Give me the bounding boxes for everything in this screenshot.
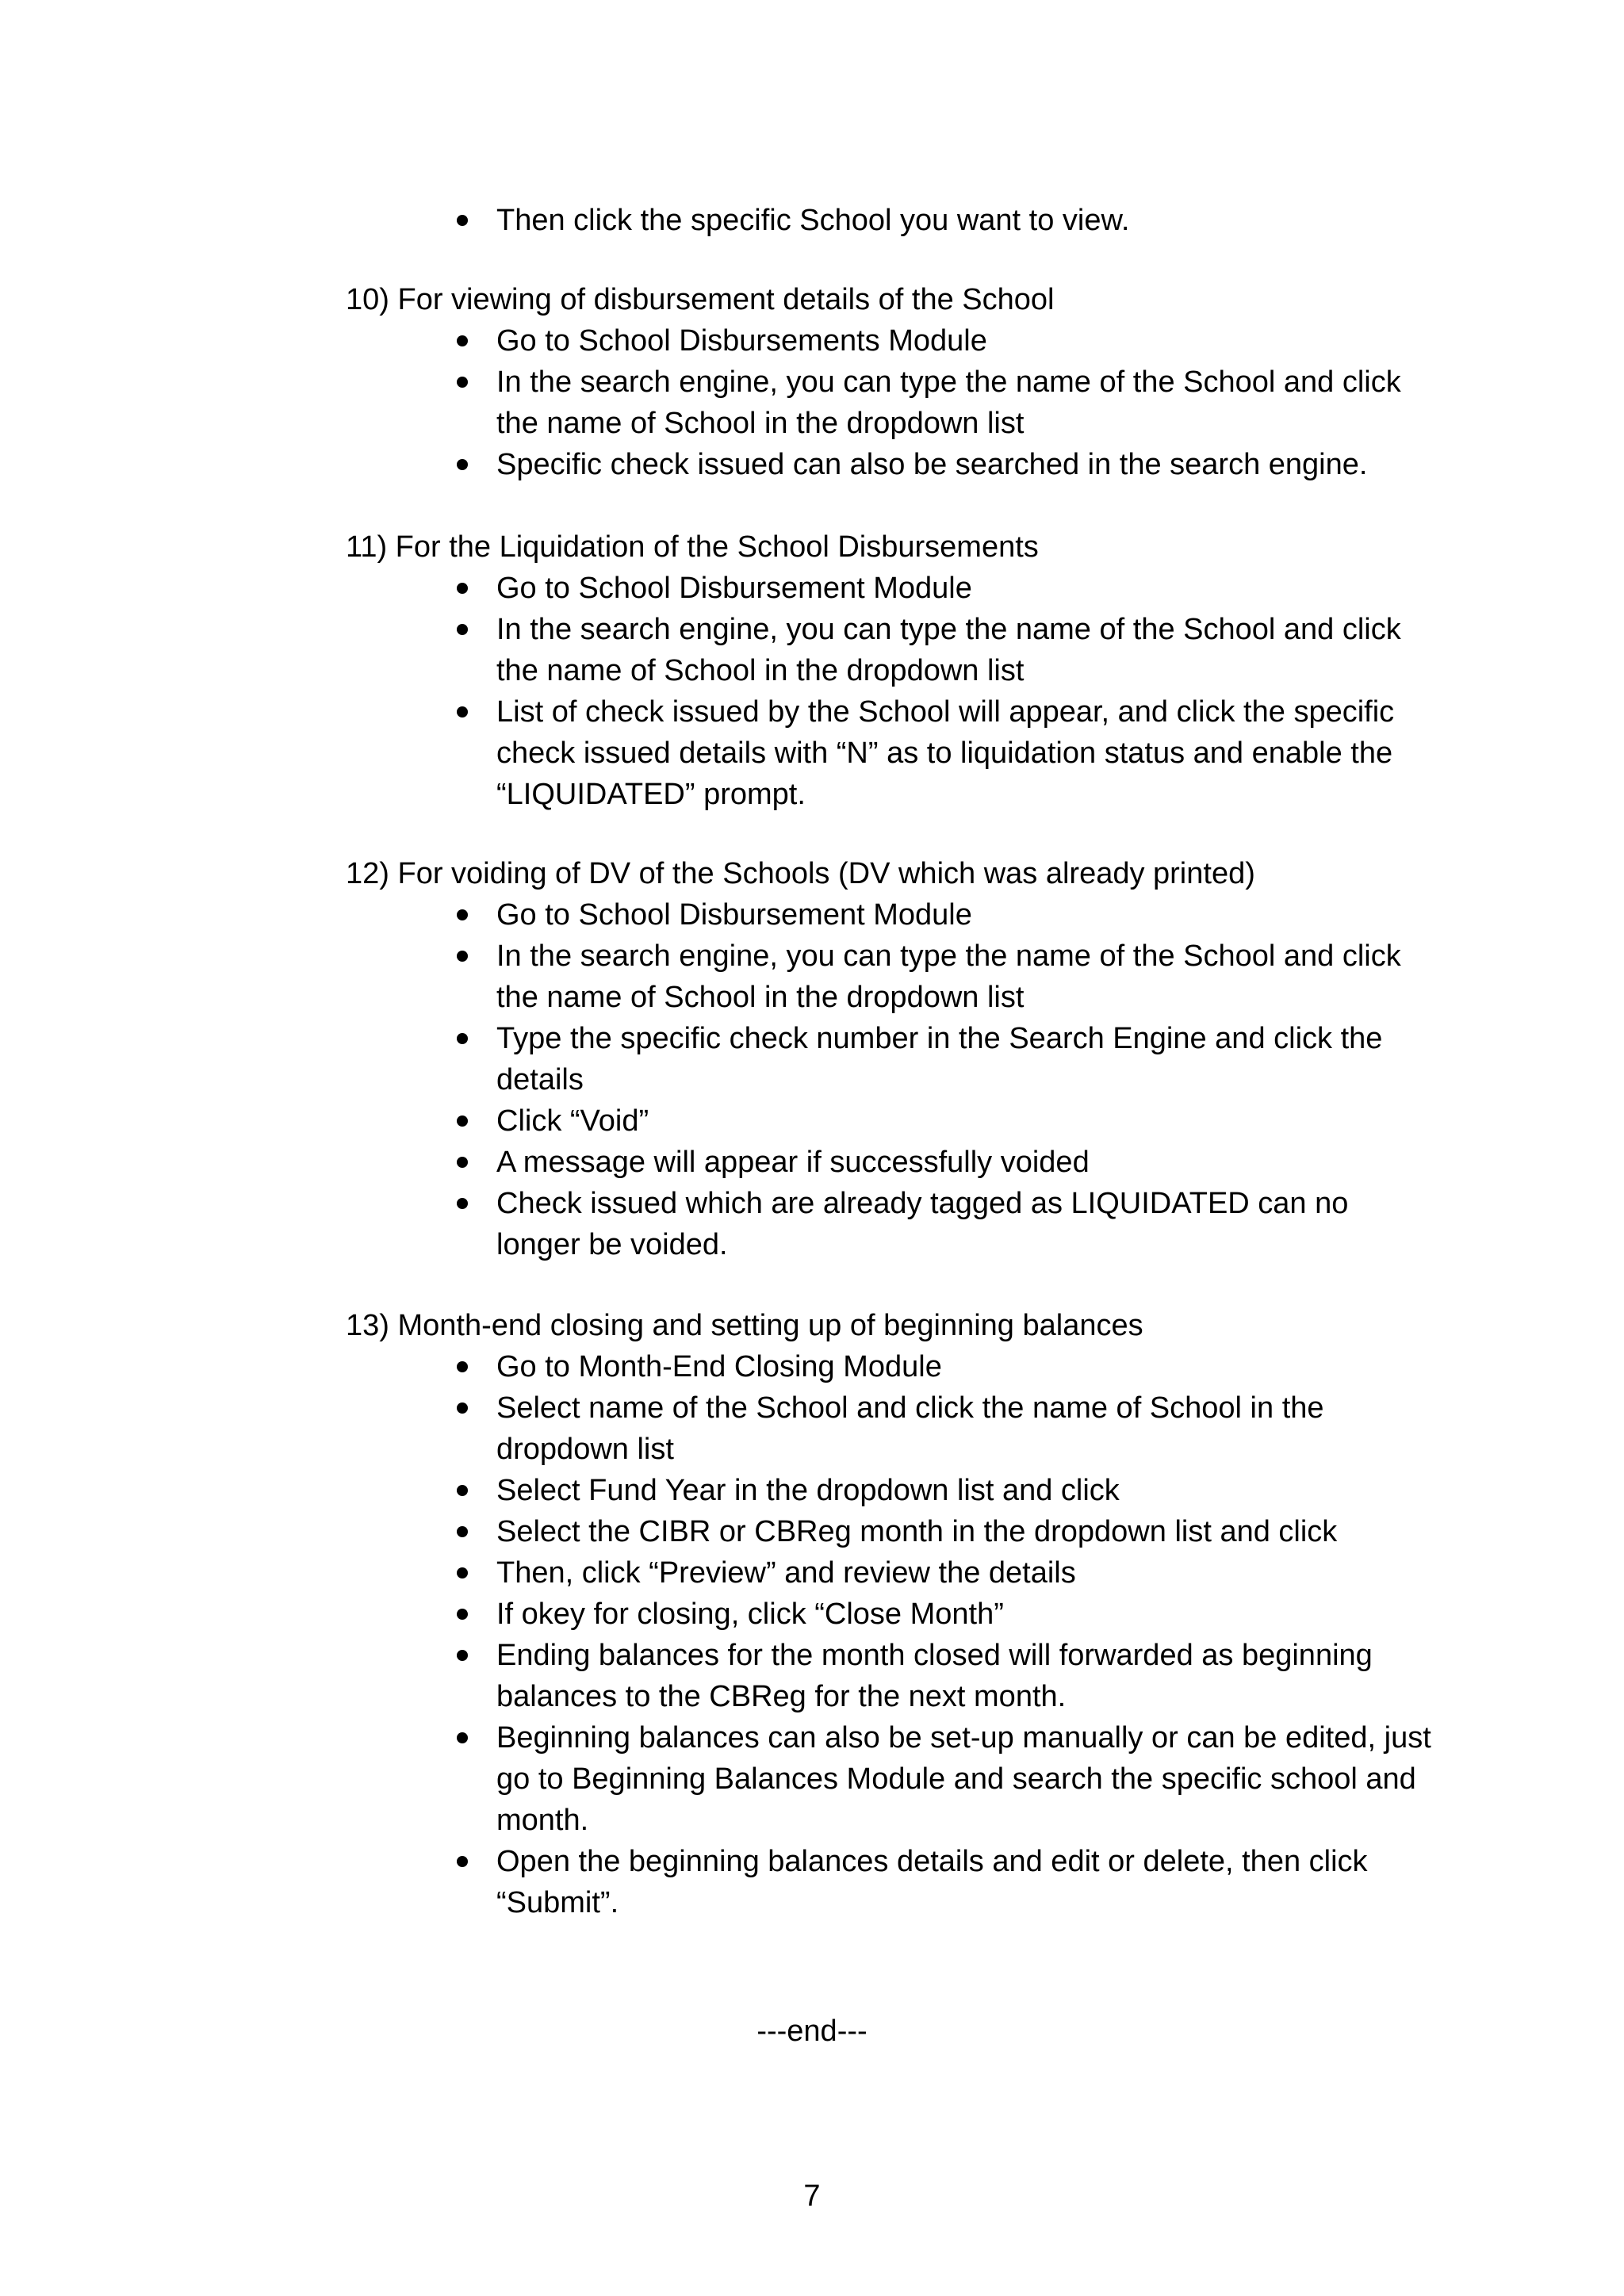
list-item: Go to School Disbursements Module: [452, 320, 1435, 362]
section-12: [346, 853, 1496, 1265]
list-item: In the search engine, you can type the name of the School and click the name of School in the dropdown list: [452, 936, 1435, 1018]
list-item: Ending balances for the month closed will forwarded as beginning balances to the CBReg for the next month.: [452, 1635, 1435, 1717]
list-item: Select the CIBR or CBReg month in the dropdown list and click: [452, 1511, 1435, 1552]
bullet-list: [452, 1346, 1435, 1923]
list-item: In the search engine, you can type the name of the School and click the name of School in the dropdown list: [452, 362, 1435, 444]
bullet-list: [452, 320, 1435, 485]
section-heading: 12) For voiding of DV of the Schools (DV which was already printed): [346, 857, 1255, 890]
list-item: Go to School Disbursement Module: [452, 568, 1435, 609]
section-heading: 13) Month-end closing and setting up of beginning balances: [346, 1309, 1143, 1342]
list-item: If okey for closing, click “Close Month”: [452, 1594, 1435, 1635]
list-item: Open the beginning balances details and edit or delete, then click “Submit”.: [452, 1841, 1435, 1923]
bullet-list: [452, 568, 1435, 815]
list-item: Beginning balances can also be set-up manually or can be edited, just go to Beginning Balances Module and search the specific school and month.: [452, 1717, 1435, 1841]
list-item: A message will appear if successfully voided: [452, 1142, 1435, 1183]
bullet-list: [452, 894, 1435, 1265]
section-heading: 11) For the Liquidation of the School Disbursements: [346, 530, 1039, 564]
end-marker: ---end---: [756, 2015, 868, 2048]
list-item: Check issued which are already tagged as LIQUIDATED can no longer be voided.: [452, 1183, 1435, 1265]
section-heading: 10) For viewing of disbursement details of the School: [346, 283, 1055, 316]
list-item: Then click the specific School you want to view.: [452, 200, 1483, 241]
list-item: List of check issued by the School will appear, and click the specific check issued details with “N” as to liquidation status and enable the “LIQUIDATED” prompt.: [452, 691, 1435, 815]
list-item: Type the specific check number in the Search Engine and click the details: [452, 1018, 1435, 1100]
section-13: [346, 1305, 1496, 1923]
section-10: [346, 279, 1496, 485]
list-item: In the search engine, you can type the name of the School and click the name of School in the dropdown list: [452, 609, 1435, 691]
list-item: Select Fund Year in the dropdown list and click: [452, 1470, 1435, 1511]
list-item: Go to Month-End Closing Module: [452, 1346, 1435, 1387]
list-item: Then, click “Preview” and review the details: [452, 1552, 1435, 1594]
section-11: [346, 526, 1496, 815]
page-number: 7: [803, 2179, 821, 2213]
list-item: Select name of the School and click the name of School in the dropdown list: [452, 1387, 1435, 1470]
lead-bullet-list: [452, 200, 1483, 241]
list-item: Specific check issued can also be searched in the search engine.: [452, 444, 1435, 485]
list-item: Click “Void”: [452, 1100, 1435, 1142]
list-item: Go to School Disbursement Module: [452, 894, 1435, 936]
